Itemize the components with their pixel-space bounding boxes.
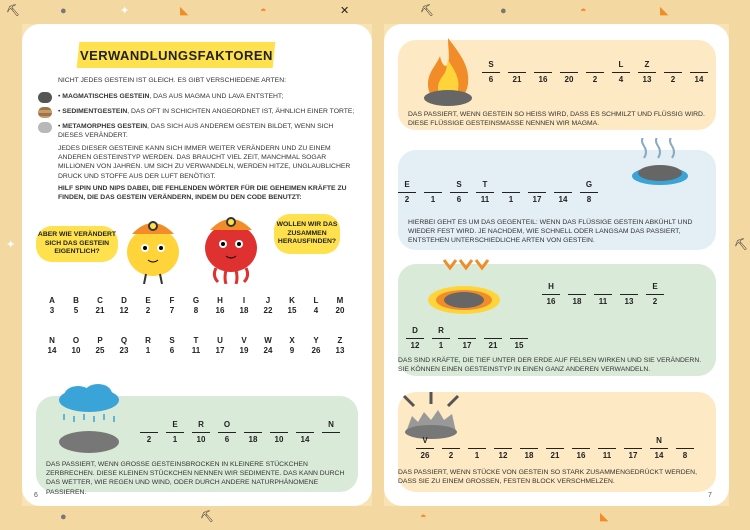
- puzzle-slot: 1: [466, 436, 488, 461]
- puzzle-slot: S 6: [480, 60, 502, 85]
- puzzle-slot: 13: [618, 282, 640, 307]
- puzzle-slot: 18: [242, 420, 264, 445]
- puzzle-slot: 17: [456, 326, 478, 351]
- puzzle-slot: 11: [596, 436, 618, 461]
- code-cell: K 15: [287, 296, 297, 315]
- code-cell: O 10: [71, 336, 81, 355]
- helmet-icon: ◓: [260, 5, 267, 17]
- page-number-left: 6: [34, 492, 38, 499]
- puzzle-slot: 16: [532, 60, 554, 85]
- pickaxe-icon: ⛏: [734, 239, 748, 251]
- puzzle-slot: H 16: [540, 282, 562, 307]
- puzzle-slot: G 8: [578, 180, 600, 205]
- intro-text: NICHT JEDES GESTEIN IST GLEICH. ES GIBT VERSCHIEDENE ARTEN:: [58, 77, 287, 84]
- code-cell: E 2: [145, 296, 151, 315]
- puzzle-slot: 18: [518, 436, 540, 461]
- puzzle-slot: S 6: [448, 180, 470, 205]
- rock-type-metamorphic: • METAMORPHES GESTEIN, DAS SICH AUS ANDEREM GESTEIN BILDET, WENN SICH DIESES VERÄNDERT.: [58, 123, 334, 140]
- code-cell: X 9: [289, 336, 295, 355]
- puzzle-slot: 1: [422, 180, 444, 205]
- puzzle-slot: E 2: [396, 180, 418, 205]
- code-cell: N 14: [47, 336, 57, 355]
- code-cell: R 1: [145, 336, 151, 355]
- character-nips: [196, 204, 266, 284]
- pickaxe-icon: ⛏: [420, 5, 434, 17]
- wheelbarrow-icon: ◣: [180, 5, 189, 17]
- code-cell: U 17: [215, 336, 225, 355]
- cooling-rock-icon: [628, 138, 692, 188]
- code-cell: V 19: [239, 336, 249, 355]
- puzzle-slot: V 26: [414, 436, 436, 461]
- puzzle-slot: 21: [482, 326, 504, 351]
- code-cell: J 22: [263, 296, 273, 315]
- puzzle-slot: L 4: [610, 60, 632, 85]
- puzzle-slot: D 12: [404, 326, 426, 351]
- erosion-text: DAS PASSIERT, WENN GROSSE GESTEINSBROCKEN IN KLEINERE STÜCKCHEN ZERBRECHEN. DIESE KLEINEN STÜCKCHEN NENNEN WIR SEDIMENTE. DAS KANN DURCH DAS WETTER, WIE REGEN UND WIND, ODER DURCH ANDERE NATURPHÄNOMENE PASSIEREN.: [46, 461, 345, 496]
- puzzle-slot: 1: [500, 180, 522, 205]
- code-cell: M 20: [335, 296, 345, 315]
- puzzle-slot: 10: [268, 420, 290, 445]
- puzzle-slot: 20: [558, 60, 580, 85]
- rock-type-magmatic: • MAGMATISCHES GESTEIN, DAS AUS MAGMA UND LAVA ENTSTEHT;: [58, 93, 284, 100]
- code-cell: Z 13: [335, 336, 345, 355]
- border-right: [729, 0, 750, 530]
- compaction-text: DAS PASSIERT, WENN STÜCKE VON GESTEIN SO STARK ZUSAMMENGEDRÜCKT WERDEN, DASS SIE ZU EINEM GROSSEN, FESTEN BLOCK VERSCHMELZEN.: [398, 469, 697, 486]
- melting-text: DAS PASSIERT, WENN GESTEIN SO HEISS WIRD, DASS ES SCHMILZT UND FLÜSSIG WIRD. DIESE FLÜSSIGE GESTEINSMASSE NENNEN WIR MAGMA.: [408, 111, 705, 128]
- puzzle-slot: R 10: [190, 420, 212, 445]
- code-cell: Y 26: [311, 336, 321, 355]
- border-gutter: [372, 0, 384, 530]
- puzzle-slot: 16: [570, 436, 592, 461]
- helmet-icon: ◓: [420, 511, 427, 523]
- puzzle-slot: O 6: [216, 420, 238, 445]
- rock-type-sediment: • SEDIMENTGESTEIN, DAS OFT IN SCHICHTEN ANGEORDNET IST, ÄHNLICH EINER TORTE;: [58, 108, 355, 115]
- code-cell: G 8: [192, 296, 200, 315]
- puzzle-slot: 2: [584, 60, 606, 85]
- heat-text: DAS SIND KRÄFTE, DIE TIEF UNTER DER ERDE AUF FELSEN WIRKEN UND SIE VERÄNDERN. SIE KÖNNEN EINEN GESTEINSTYP IN EINEN GANZ ANDEREN VERWANDELN.: [398, 357, 702, 374]
- puzzle-slot: 11: [592, 282, 614, 307]
- sediment-rock-icon: [38, 107, 52, 118]
- code-cell: Q 23: [119, 336, 129, 355]
- code-cell: A 3: [49, 296, 55, 315]
- puzzle-slot: 14: [688, 60, 710, 85]
- code-cell: B 5: [73, 296, 79, 315]
- page-number-right: 7: [708, 492, 712, 499]
- puzzle-slot: 21: [506, 60, 528, 85]
- rock-icon: ●: [60, 511, 67, 523]
- heat-rock-icon: [424, 258, 504, 316]
- character-spin: [118, 204, 188, 284]
- puzzle-slot: 2: [138, 420, 160, 445]
- fire-icon: [420, 36, 476, 108]
- tools-icon: ✕: [340, 5, 350, 17]
- puzzle-slot: N 14: [648, 436, 670, 461]
- wheelbarrow-icon: ◣: [660, 5, 669, 17]
- puzzle-slot: 17: [622, 436, 644, 461]
- puzzle-slot: 15: [508, 326, 530, 351]
- code-cell: F 7: [169, 296, 175, 315]
- pressure-rock-icon: [398, 392, 464, 442]
- explanation-paragraph: JEDES DIESER GESTEINE KANN SICH IMMER WEITER VERÄNDERN UND ZU EINEM ANDEREN GESTEINSTYP WERDEN. DAS BRAUCHT VIEL ZEIT, MANCHMAL SOGAR MILLIONEN VON JAHREN. UM SICH ZU VERWANDELN, WERDEN HITZE, UNGLAUBLICHER DRUCK UND STOFFE AUS DER LUFT BENÖTIGT.: [58, 145, 351, 180]
- code-cell: C 21: [95, 296, 105, 315]
- puzzle-slot: T 11: [474, 180, 496, 205]
- puzzle-slot: 18: [566, 282, 588, 307]
- puzzle-slot: 2: [662, 60, 684, 85]
- puzzle-slot: N: [320, 420, 342, 435]
- puzzle-slot: 17: [526, 180, 548, 205]
- speech-bubble-left: ABER WIE VERÄNDERT SICH DAS GESTEIN EIGENTLICH?: [36, 226, 118, 262]
- code-cell: I 18: [239, 296, 249, 315]
- puzzle-slot: 8: [674, 436, 696, 461]
- code-cell: T 11: [191, 336, 201, 355]
- puzzle-slot: 21: [544, 436, 566, 461]
- page-title: VERWANDLUNGSFAKTOREN: [77, 42, 276, 68]
- puzzle-slot: 12: [492, 436, 514, 461]
- border-left: [0, 0, 22, 530]
- rock-icon: ●: [500, 5, 507, 17]
- code-cell: P 25: [95, 336, 105, 355]
- helmet-icon: ◓: [580, 5, 587, 17]
- code-cell: D 12: [119, 296, 129, 315]
- pickaxe-icon: ⛏: [200, 511, 214, 523]
- code-cell: L 4: [313, 296, 319, 315]
- rock-icon: ●: [60, 5, 67, 17]
- puzzle-slot: 14: [294, 420, 316, 445]
- code-cell: W 24: [263, 336, 273, 355]
- puzzle-slot: Z 13: [636, 60, 658, 85]
- bone-icon: ✦: [6, 239, 16, 251]
- magmatic-rock-icon: [38, 92, 52, 103]
- code-cell: H 16: [215, 296, 225, 315]
- puzzle-slot: 14: [552, 180, 574, 205]
- speech-bubble-right: WOLLEN WIR DAS ZUSAMMEN HERAUSFINDEN?: [274, 214, 340, 254]
- wheelbarrow-icon: ◣: [600, 511, 609, 523]
- bone-icon: ✦: [120, 5, 130, 17]
- puzzle-slot: E 2: [644, 282, 666, 307]
- puzzle-slot: R 1: [430, 326, 452, 351]
- instruction-paragraph: HILF SPIN UND NIPS DABEI, DIE FEHLENDEN WÖRTER FÜR DIE GEHEIMEN KRÄFTE ZU FINDEN, DIE DAS GESTEIN VERÄNDERN, INDEM DU DEN CODE BENUTZT:: [58, 185, 347, 202]
- cooling-text: HIERBEI GEHT ES UM DAS GEGENTEIL: WENN DAS FLÜSSIGE GESTEIN ABKÜHLT UND WIEDER FEST WIRD. JE NACHDEM, WIE SCHNELL ODER LANGSAM DAS PASSIERT, ENTSTEHEN UNTERSCHIEDLICHE ARTEN VON GESTEIN.: [408, 219, 693, 245]
- pickaxe-icon: ⛏: [6, 5, 20, 17]
- puzzle-slot: E 1: [164, 420, 186, 445]
- metamorphic-rock-icon: [38, 122, 52, 133]
- code-cell: S 6: [169, 336, 175, 355]
- rain-cloud-icon: [52, 384, 126, 454]
- puzzle-slot: 2: [440, 436, 462, 461]
